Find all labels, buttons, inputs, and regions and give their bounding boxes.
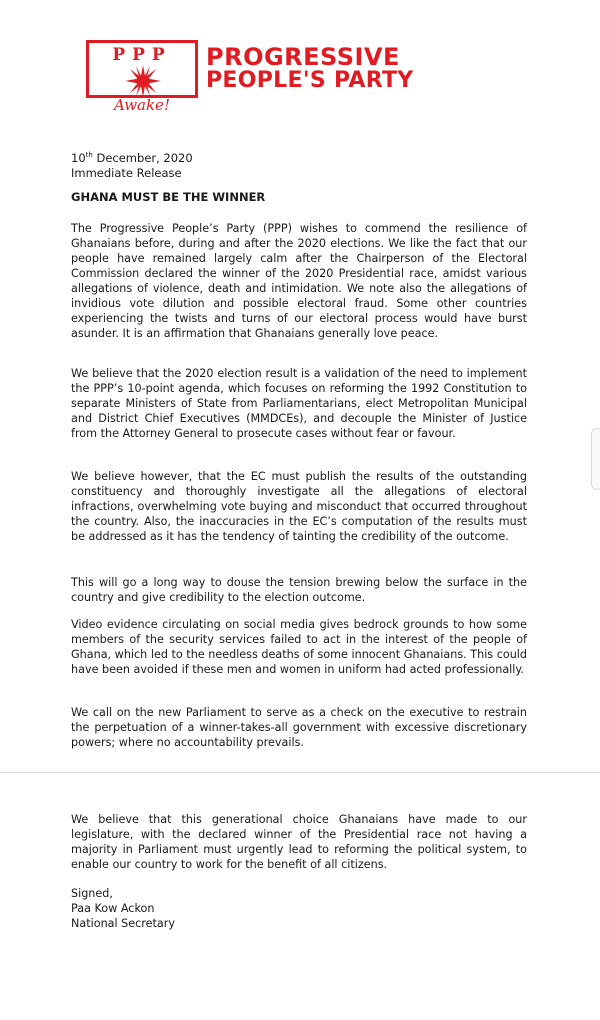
signed-label: Signed, [71,887,113,900]
paragraph-agenda: We believe that the 2020 election result is a validation of the need to implement the PPP’s 10-point agenda, which focuses on reforming the 1992 Constitution to separate Ministers of State from Parliamentarians, elect Metropolitan Municipal and District Chief Executives (MMDCEs), and decouple the Minister of Justice from the Attorney General to prosecute cases without fear or favour. [71,367,527,440]
party-name-line1: PROGRESSIVE [206,43,400,71]
side-scroll-handle[interactable] [591,428,600,490]
paragraph-ec-results: We believe however, that the EC must publish the results of the outstanding constituency and thoroughly investigate all the allegations of electoral infractions, overwhelming vote buying and misconduct that occurred throughout the country. Also, the inaccuracies in the EC’s computation of the results must be addressed as it has the tendency of tainting the credibility of the outcome. [71,470,527,543]
party-name [206,43,414,93]
signatory-name: Paa Kow Ackon [71,902,155,915]
press-release-headline: GHANA MUST BE THE WINNER [71,190,266,204]
paragraph-parliament: We call on the new Parliament to serve as a check on the executive to restrain the perpetuation of a winner-takes-all government with excessive discretionary powers; where no accountability prevails. [71,706,527,749]
logo-letters: PPP [112,45,172,65]
party-name-line2: PEOPLE'S PARTY [206,68,414,93]
paragraph-security-services: Video evidence circulating on social media gives bedrock grounds to how some members of the security services failed to act in the interest of the people of Ghana, which led to the needless deaths of some innocent Ghanaians. This could have been avoided if these men and women in uniform had acted professionally. [71,618,527,676]
logo-motto: Awake! [114,96,170,114]
release-type: Immediate Release [71,165,182,180]
signatory-title: National Secretary [71,917,176,930]
paragraph-generational-choice: We believe that this generational choice Ghanaians have made to our legislature, with the declared winner of the Presidential race not having a majority in Parliament must urgently lead to reforming the political system, to enable our country to work for the benefit of all citizens. [71,813,527,871]
paragraph-tension: This will go a long way to douse the tension brewing below the surface in the country and give credibility to the election outcome. [71,576,527,604]
signoff-block [71,886,175,931]
release-meta [71,148,193,181]
page-break-divider [0,772,600,773]
paragraph-commendation: The Progressive People’s Party (PPP) wishes to commend the resilience of Ghanaians before, during and after the 2020 elections. We like the fact that our people have remained largely calm after the Chairperson of the Electoral Commission declared the winner of the 2020 Presidential race, amidst various allegations of violence, death and intimidation. We note also the allegations of invidious vote dilution and possible electoral fraud. Some other countries experiencing the twists and turns of our electoral process would have burst asunder. It is an affirmation that Ghanaians generally love peace. [71,222,527,340]
sun-star-icon [125,65,161,97]
party-logo [86,40,198,98]
release-date: 10th December, 2020 [71,150,193,165]
